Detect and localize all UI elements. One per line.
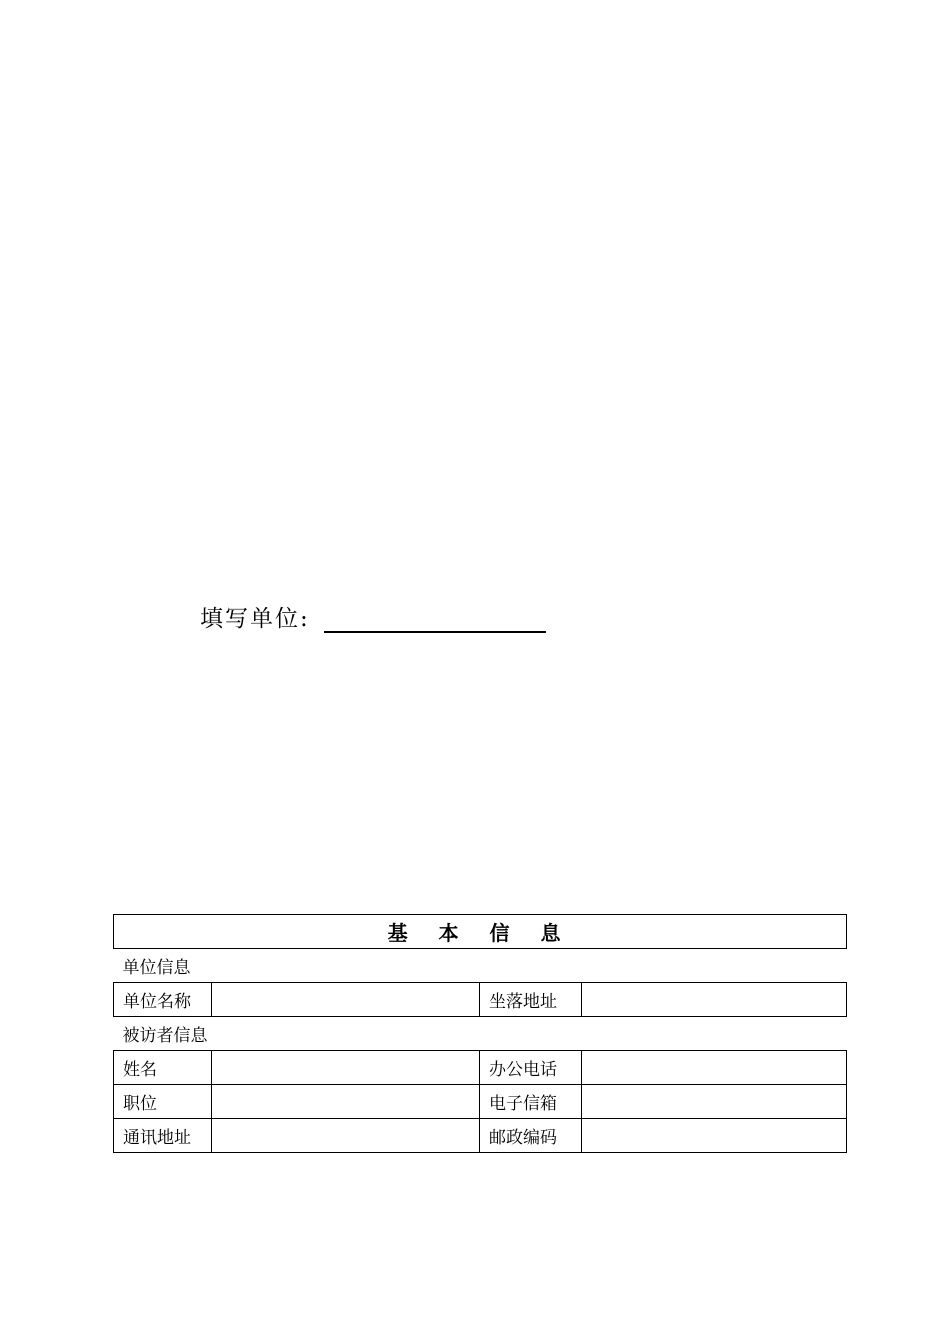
position-field[interactable] — [212, 1085, 480, 1119]
table-row — [114, 1119, 847, 1153]
mail-address-label: 通讯地址 — [114, 1119, 212, 1153]
fill-unit-line — [200, 600, 546, 633]
email-label: 电子信箱 — [480, 1085, 582, 1119]
address-field[interactable] — [582, 983, 847, 1017]
basic-info-table — [113, 914, 847, 1153]
office-phone-field[interactable] — [582, 1051, 847, 1085]
unit-name-field[interactable] — [212, 983, 480, 1017]
name-label: 姓名 — [114, 1051, 212, 1085]
table-row — [114, 1085, 847, 1119]
mail-address-field[interactable] — [212, 1119, 480, 1153]
unit-section-heading: 单位信息 — [122, 958, 191, 978]
address-label: 坐落地址 — [480, 983, 582, 1017]
postcode-label: 邮政编码 — [480, 1119, 582, 1153]
unit-section-row — [114, 949, 847, 983]
visitor-section-heading: 被访者信息 — [122, 1026, 208, 1046]
table-title-row — [114, 915, 847, 949]
table-row — [114, 983, 847, 1017]
table-row — [114, 1051, 847, 1085]
position-label: 职位 — [114, 1085, 212, 1119]
table-title: 基 本 信 息 — [114, 915, 847, 949]
fill-unit-label: 填写单位: — [200, 606, 310, 632]
visitor-section-row — [114, 1017, 847, 1051]
unit-name-label: 单位名称 — [114, 983, 212, 1017]
email-field[interactable] — [582, 1085, 847, 1119]
name-field[interactable] — [212, 1051, 480, 1085]
fill-unit-blank[interactable] — [324, 601, 546, 633]
postcode-field[interactable] — [582, 1119, 847, 1153]
office-phone-label: 办公电话 — [480, 1051, 582, 1085]
